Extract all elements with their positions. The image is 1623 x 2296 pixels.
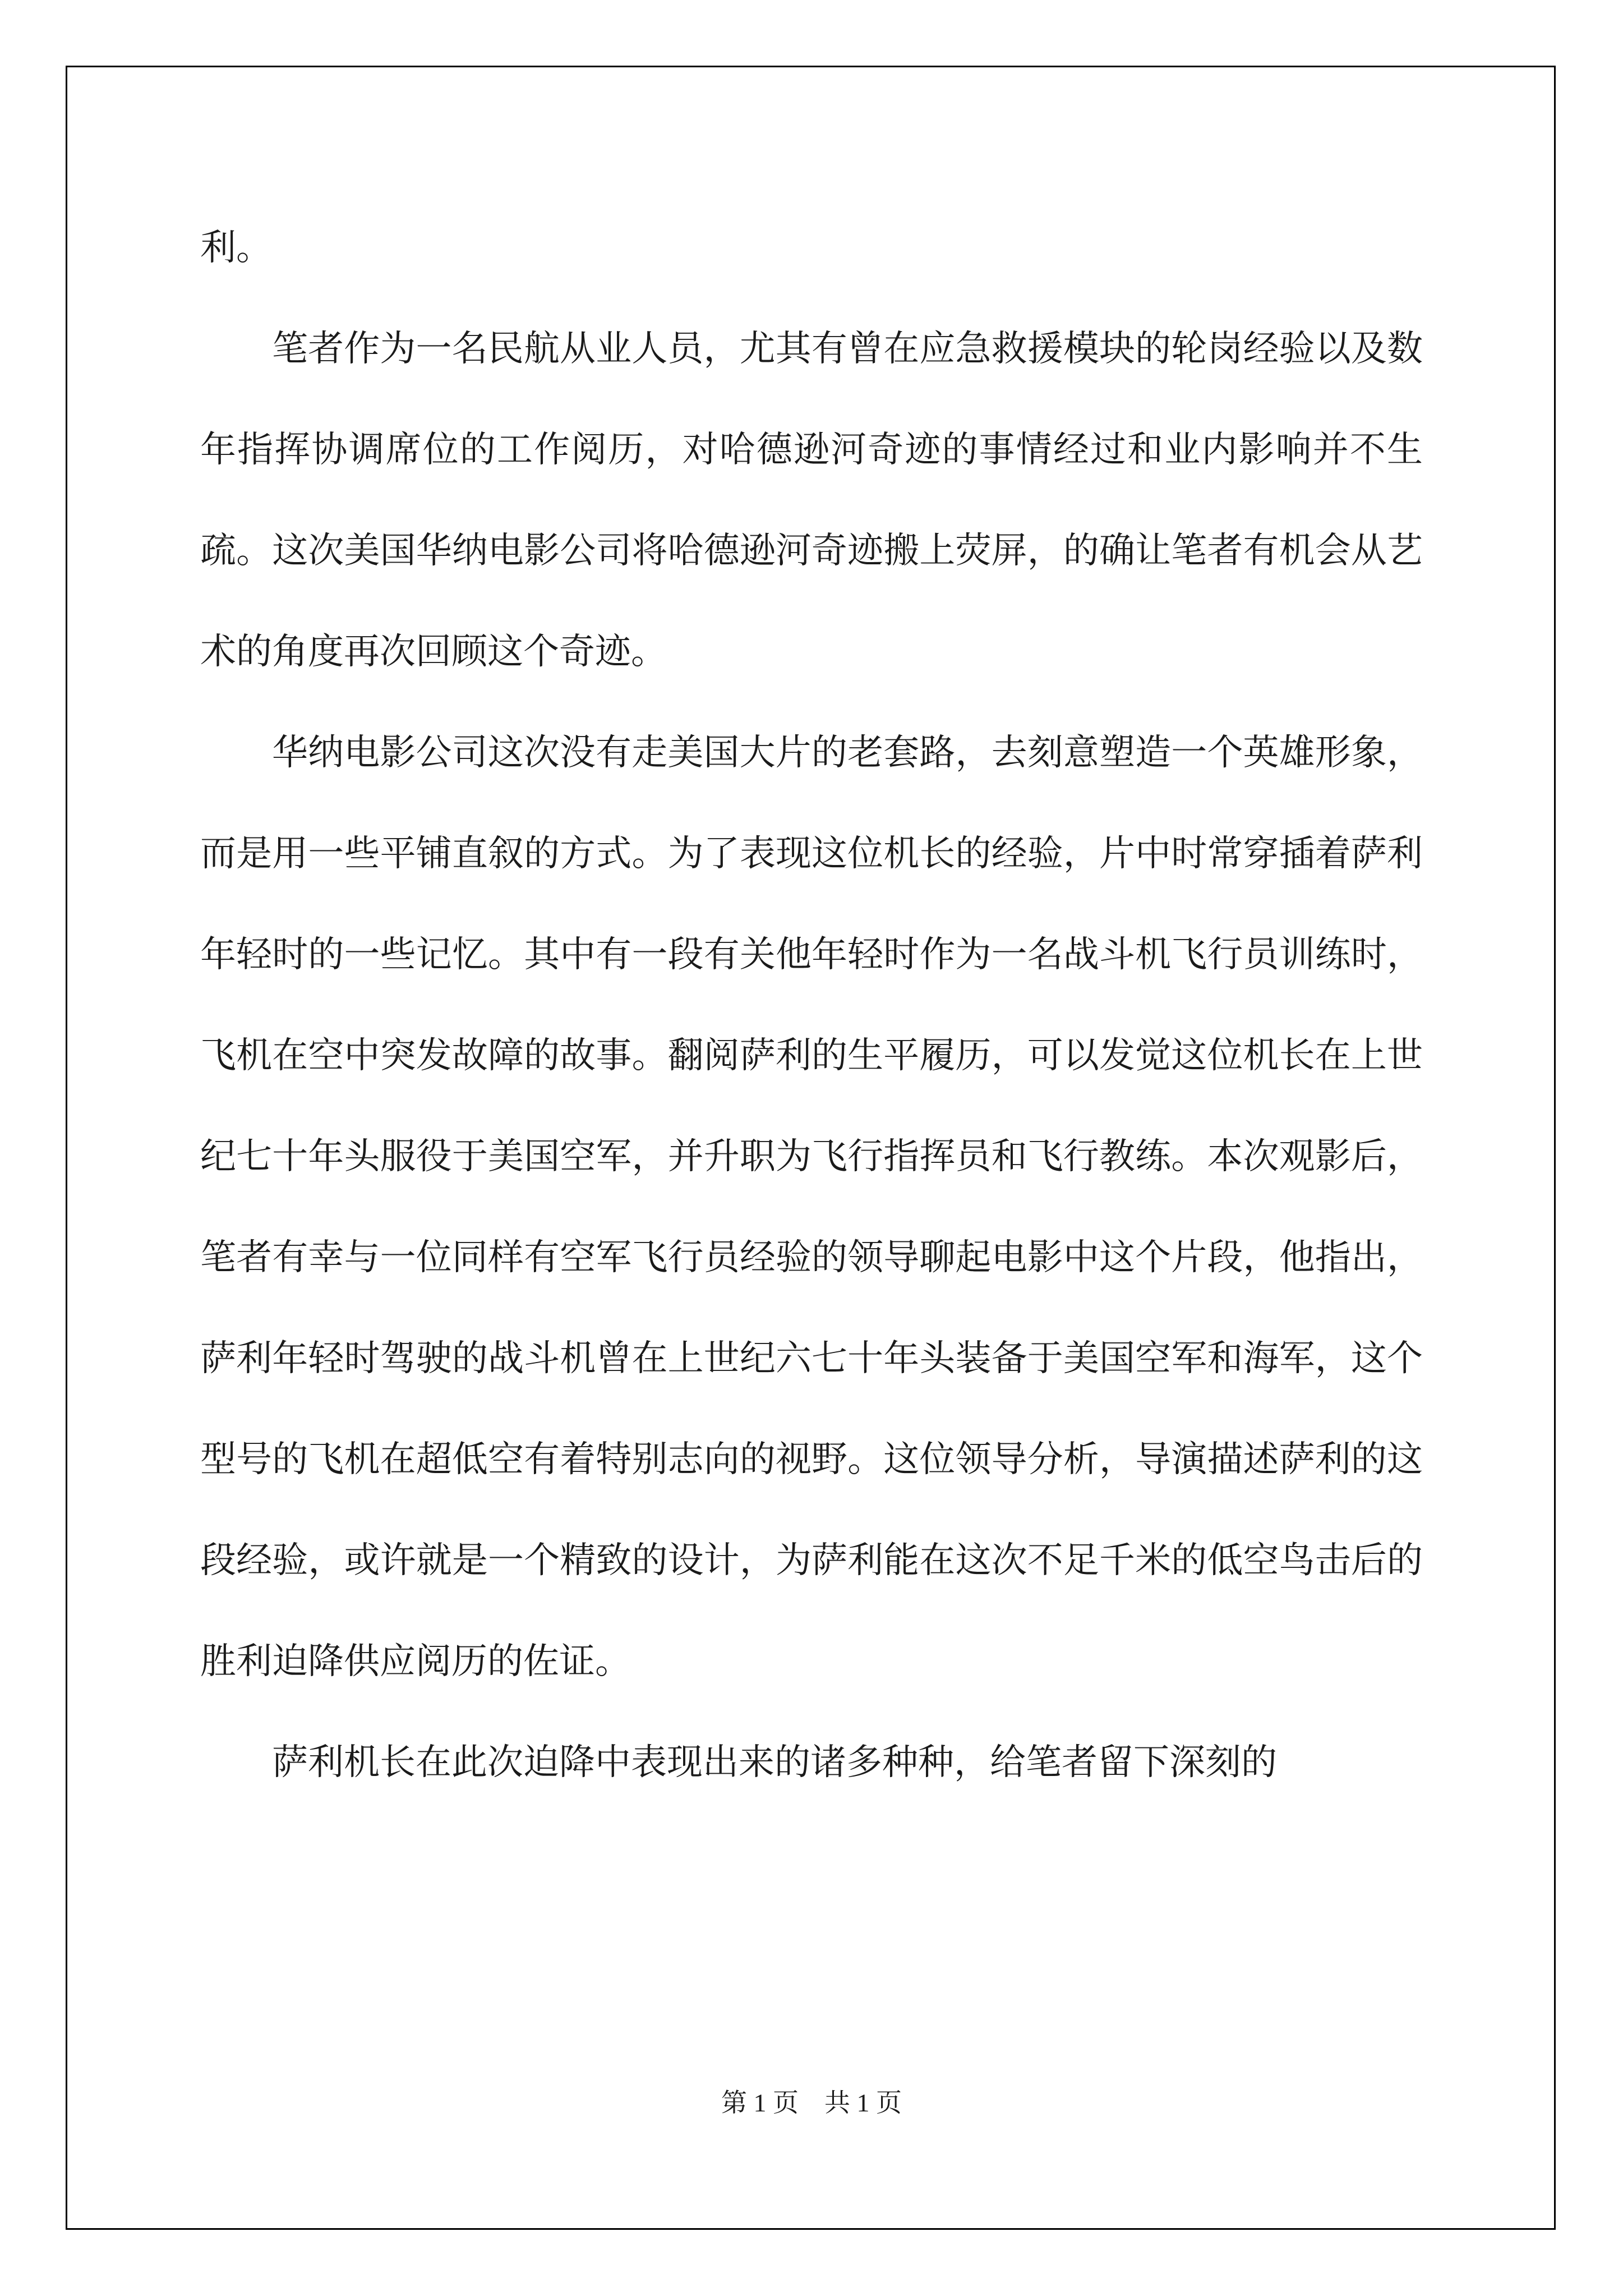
document-body [200,197,1423,1813]
paragraph: 华纳电影公司这次没有走美国大片的老套路，去刻意塑造一个英雄形象，而是用一些平铺直叙的方式。为了表现这位机长的经验，片中时常穿插着萨利年轻时的一些记忆。其中有一段有关他年轻时作为一名战斗机飞行员训练时，飞机在空中突发故障的故事。翻阅萨利的生平履历，可以发觉这位机长在上世纪七十年头服役于美国空军，并升职为飞行指挥员和飞行教练。本次观影后，笔者有幸与一位同样有空军飞行员经验的领导聊起电影中这个片段，他指出，萨利年轻时驾驶的战斗机曾在上世纪六七十年头装备于美国空军和海军，这个型号的飞机在超低空有着特别志向的视野。这位领导分析，导演描述萨利的这段经验，或许就是一个精致的设计，为萨利能在这次不足千米的低空鸟击后的胜利迫降供应阅历的佐证。 [200,732,1423,1682]
paragraph: 笔者作为一名民航从业人员，尤其有曾在应急救援模块的轮岗经验以及数年指挥协调席位的工作阅历，对哈德逊河奇迹的事情经过和业内影响并不生疏。这次美国华纳电影公司将哈德逊河奇迹搬上荧屏，的确让笔者有机会从艺术的角度再次回顾这个奇迹。 [200,328,1423,673]
page-footer: 第 1 页 共 1 页 [721,2088,902,2117]
paragraph-continuation: 利。 [200,227,272,269]
paragraph: 萨利机长在此次迫降中表现出来的诸多种种，给笔者留下深刻的 [272,1742,1277,1783]
